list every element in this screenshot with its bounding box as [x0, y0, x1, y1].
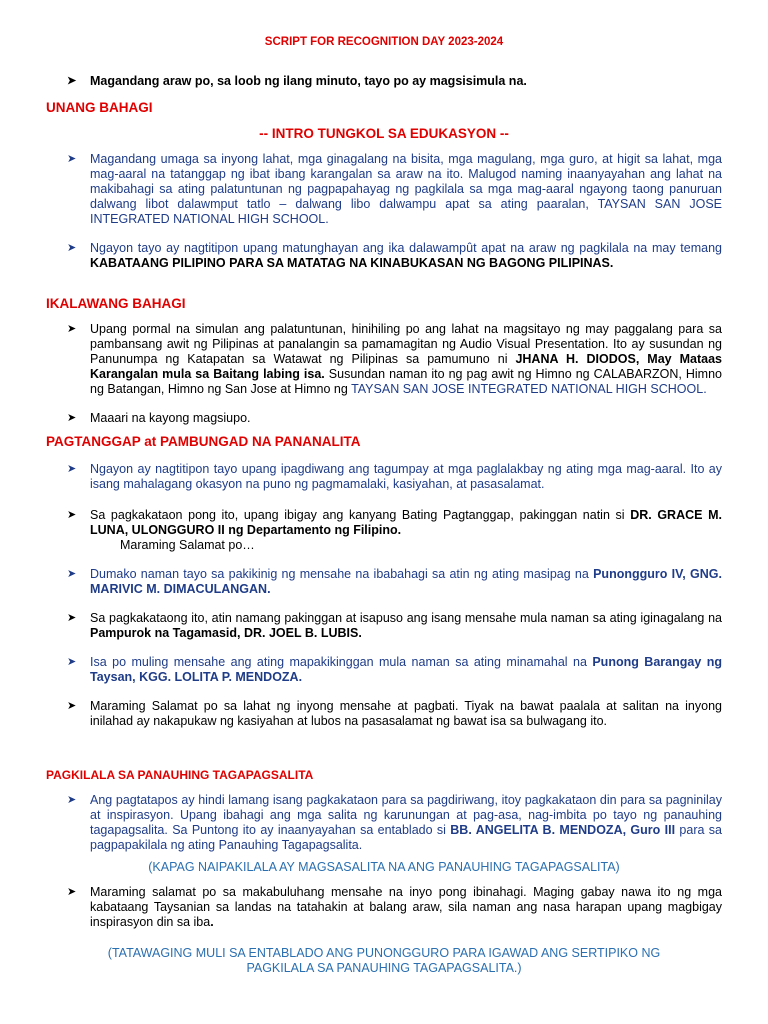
paragraph-celebration — [67, 462, 722, 492]
stage-note-line-1: (TATAWAGING MULI SA ENTABLADO ANG PUNONGGURO PARA IGAWAD ANG SERTIPIKO NG — [107, 946, 661, 960]
stage-note-line-2: PAGKILALA SA PANAUHING TAGAPAGSALITA.) — [246, 961, 522, 975]
heading-ikalawang-bahagi: IKALAWANG BAHAGI — [46, 296, 186, 311]
closing-period: . — [210, 915, 214, 929]
thanks-messages-text: Maraming Salamat po sa lahat ng inyong mensahe at pagbati. Tiyak na bawat paalala at salitan na inyong inilahad ay nakapukaw ng kasiyahan at lubos na pasasalamat ng bawat isa sa bulwagang ito. — [90, 699, 722, 728]
paragraph-principal-message — [67, 567, 722, 597]
guest-intro-end-text: para sa pagpapakilala ng ating Panauhing Tagapagsalita. — [90, 823, 722, 852]
supervisor-name: Pampurok na Tagamasid, DR. JOEL B. LUBIS. — [90, 626, 362, 640]
barangay-intro-text: Isa po muling mensahe ang ating mapakikinggan mula naman sa ating minamahal na — [90, 655, 593, 669]
bullet-arrow-icon: ➤ — [67, 656, 77, 668]
program-opening-text: Upang pormal na simulan ang palatuntunan, hinihiling po ang lahat na magsitayo ng may paggalang para sa pambansang awit ng Pilipinas at panalangin sa pamamagitan ng Audio Visual Presentation. Ito ay susundan ng Panunumpa ng Katapatan sa Watawat ng Pilipinas sa pamumuno ni — [90, 322, 722, 366]
bullet-arrow-icon: ➤ — [67, 463, 77, 475]
thanks-line: Maraming Salamat po… — [120, 538, 255, 552]
hymn-text: Susundan naman ito ng pag awit ng Himno ng CALABARZON, Himno ng Batangan, Himno ng San Jose at Himno ng — [90, 367, 722, 396]
bullet-arrow-icon: ➤ — [67, 794, 77, 806]
theme-text: KABATAANG PILIPINO PARA SA MATATAG NA KINABUKASAN NG BAGONG PILIPINAS. — [90, 256, 614, 270]
welcome-address-text: Sa pagkakataon pong ito, upang ibigay ang kanyang Bating Pagtanggap, pakinggan natin si — [90, 508, 631, 522]
opening-line — [67, 74, 722, 89]
paragraph-welcome — [67, 152, 722, 227]
paragraph-theme — [67, 241, 722, 271]
celebration-text: Ngayon ay nagtitipon tayo upang ipagdiwang ang tagumpay at mga paglalakbay ng ating mga mag-aaral. Ito ay isang mahalagang okasyon na puno ng pagmamalaki, kasiyahan, at pasasalamat. — [90, 462, 722, 491]
introducer-name: BB. ANGELITA B. MENDOZA, Guro III — [450, 823, 676, 837]
pledge-leader: JHANA H. DIODOS, May Mataas Karangalan mula sa Baitang labing isa. — [90, 352, 722, 381]
bullet-arrow-icon: ➤ — [67, 412, 77, 424]
be-seated-text: Maaari na kayong magsiupo. — [90, 411, 251, 425]
bullet-arrow-icon: ➤ — [67, 323, 77, 335]
paragraph-program-opening — [67, 322, 722, 397]
heading-pagtanggap: PAGTANGGAP at PAMBUNGAD NA PANANALITA — [46, 434, 361, 449]
theme-intro-text: Ngayon tayo ay nagtitipon upang matunghayan ang ika dalawampût apat na araw ng pagkilala na may temang — [90, 241, 722, 255]
paragraph-be-seated — [67, 411, 722, 426]
bullet-arrow-icon: ➤ — [67, 242, 77, 254]
welcome-speaker: DR. GRACE M. LUNA, ULONGGURO II ng Departamento ng Filipino. — [90, 508, 722, 537]
subheading-intro: -- INTRO TUNGKOL SA EDUKASYON -- — [259, 126, 509, 141]
bullet-arrow-icon: ➤ — [67, 886, 77, 898]
bullet-arrow-icon: ➤ — [67, 612, 77, 624]
paragraph-barangay-message — [67, 655, 722, 685]
paragraph-closing-thanks — [67, 885, 722, 930]
document-title: SCRIPT FOR RECOGNITION DAY 2023-2024 — [264, 36, 504, 48]
bullet-arrow-icon: ➤ — [67, 700, 77, 712]
stage-note-speaker: (KAPAG NAIPAKILALA AY MAGSASALITA NA ANG PANAUHING TAGAPAGSALITA) — [148, 860, 620, 874]
supervisor-intro-text: Sa pagkakataong ito, atin namang pakinggan at isapuso ang isang mensahe mula naman sa ating iginagalang na — [90, 611, 722, 625]
bullet-arrow-icon: ➤ — [67, 509, 77, 521]
school-name: TAYSAN SAN JOSE INTEGRATED NATIONAL HIGH SCHOOL. — [351, 382, 707, 396]
opening-text: Magandang araw po, sa loob ng ilang minuto, tayo po ay magsisimula na. — [90, 74, 527, 88]
bullet-arrow-icon: ➤ — [67, 568, 77, 580]
paragraph-guest-speaker-intro — [67, 793, 722, 853]
principal-name: Punongguro IV, GNG. MARIVIC M. DIMACULANGAN. — [90, 567, 722, 596]
closing-thanks-text: Maraming salamat po sa makabuluhang mensahe na inyo pong ibinahagi. Maging gabay nawa ito ng mga kabataang Taysanian sa landas na tatahakin at balang araw, sila naman ang nasa harapan upang magbigay inspirasyon din sa iba — [90, 885, 722, 929]
paragraph-welcome-address — [67, 508, 722, 553]
welcome-text: Magandang umaga sa inyong lahat, mga ginagalang na bisita, mga magulang, mga guro, at higit sa lahat, mga mag-aaral na tatanggap ng ibat ibang karangalan sa araw na ito. Malugod naming inaanyayahan ang lahat na makibahagi sa ating palatuntunan ng pagpapahayag ng pagkilala sa mga mag-aaral ngayong taong panuruan dalwang libot dalawmput tatlo – dalwang libo dalwampu apat sa ating paaralan, TAYSAN SAN JOSE INTEGRATED NATIONAL HIGH SCHOOL. — [90, 152, 722, 226]
stage-note-certificate — [0, 946, 768, 976]
paragraph-supervisor-message — [67, 611, 722, 641]
barangay-captain-name: Punong Barangay ng Taysan, KGG. LOLITA P. MENDOZA. — [90, 655, 722, 684]
bullet-arrow-icon: ➤ — [67, 153, 77, 165]
guest-intro-text: Ang pagtatapos ay hindi lamang isang pagkakataon para sa pagdiriwang, itoy pagkakataon din para sa pagninilay at inspirasyon. Upang ibahagi ang mga salita ng karunungan at pag-asa, nag-imbita po tayo ng panauhing tagapagsalita. Sa Puntong ito ay inaanyayahan sa entablado si — [90, 793, 722, 837]
heading-unang-bahagi: UNANG BAHAGI — [46, 100, 153, 115]
paragraph-thanks-messages — [67, 699, 722, 729]
bullet-arrow-icon: ➤ — [67, 75, 77, 87]
principal-intro-text: Dumako naman tayo sa pakikinig ng mensahe na ibabahagi sa atin ng ating masipag na — [90, 567, 594, 581]
heading-pagkilala: PAGKILALA SA PANAUHING TAGAPAGSALITA — [46, 768, 314, 782]
